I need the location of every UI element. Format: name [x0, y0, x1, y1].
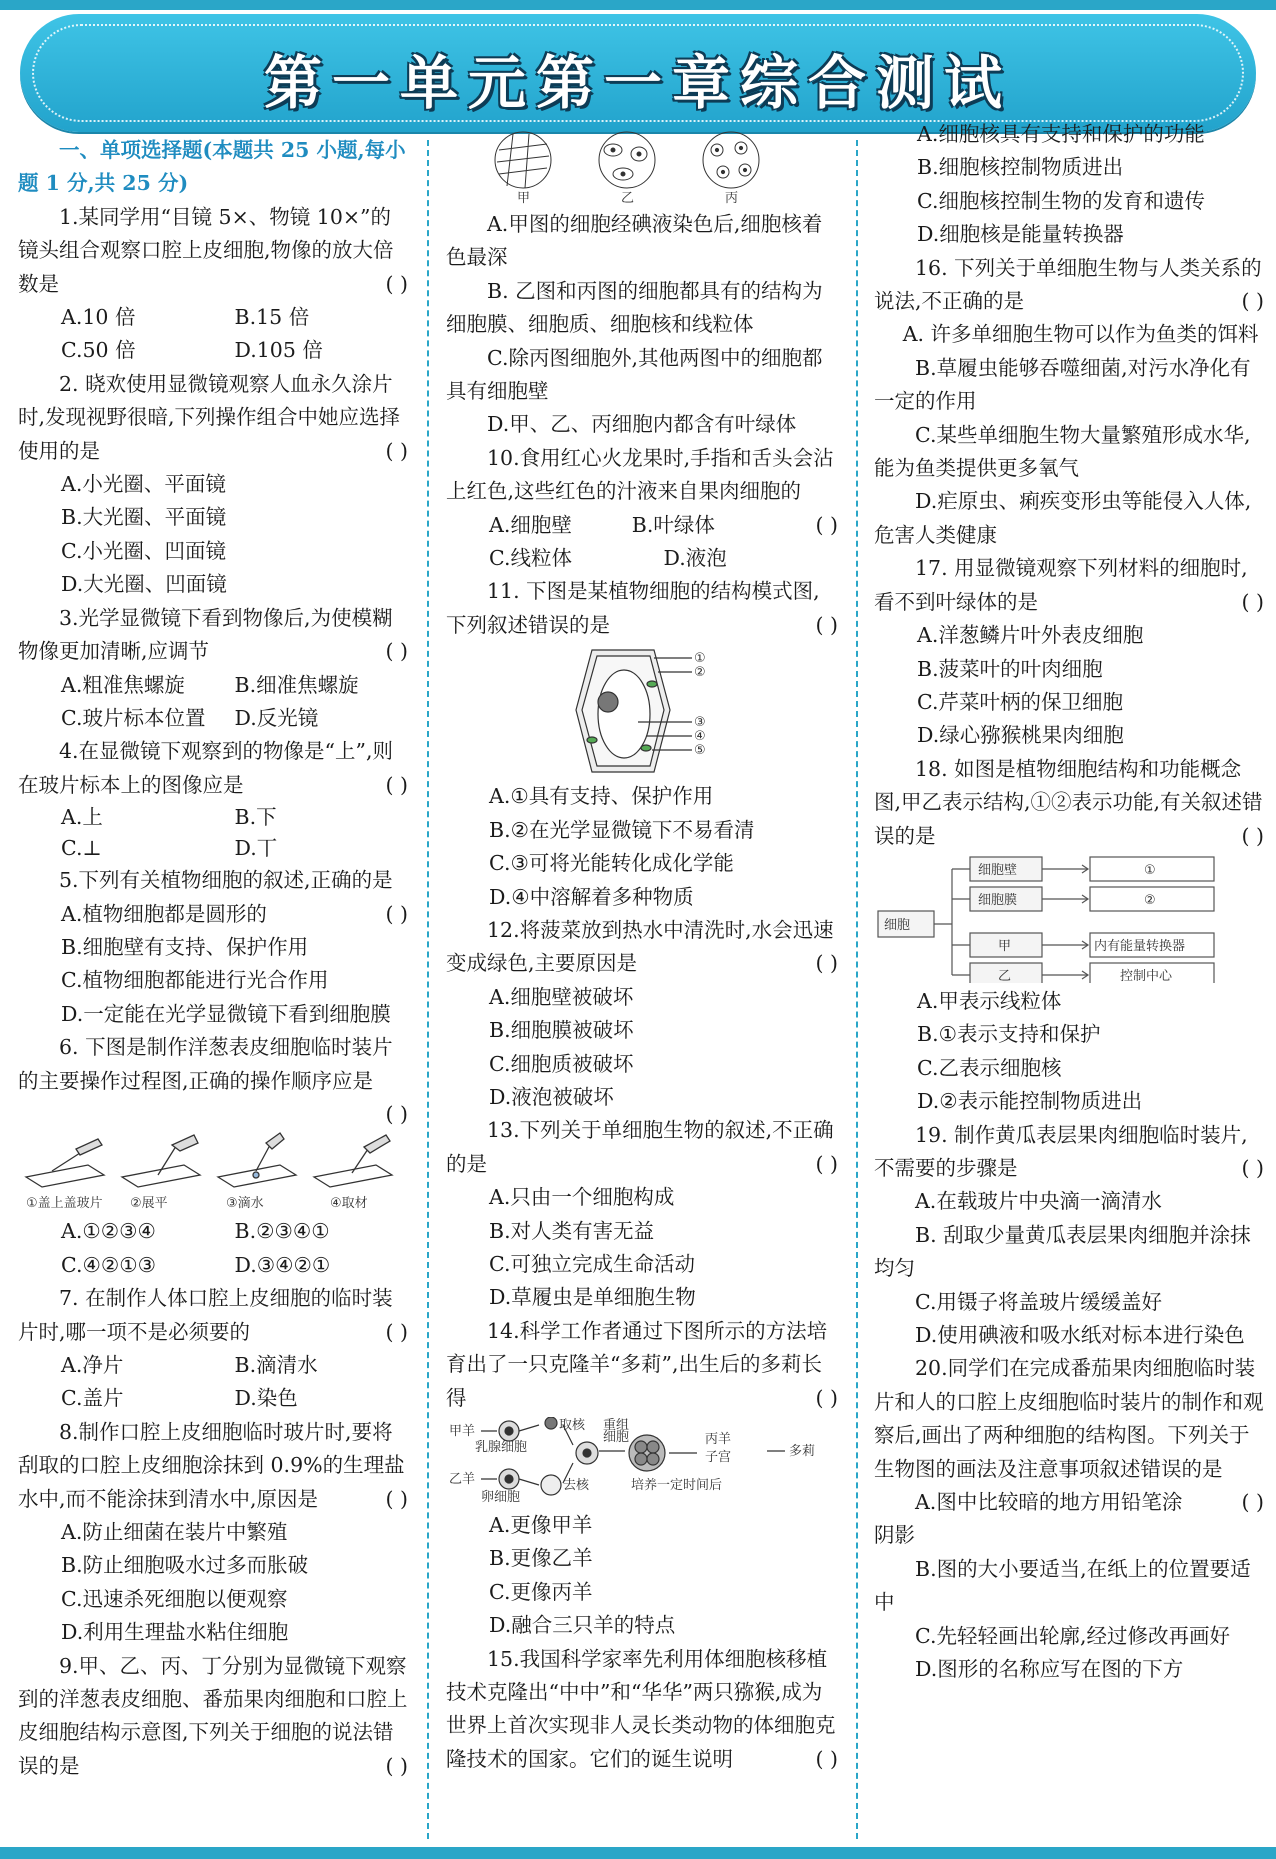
- answer-paren: ( ): [1241, 589, 1264, 614]
- figure-label: ③滴水: [226, 1196, 264, 1212]
- slide-steps-figure: [18, 1131, 408, 1213]
- question-17: [874, 552, 1264, 752]
- figure-label: ②: [694, 665, 706, 681]
- option-c: C.除丙图细胞外,其他两图中的细胞都具有细胞壁: [446, 345, 823, 404]
- question-20: [874, 1352, 1264, 1686]
- option-c: C.芹菜叶柄的保卫细胞: [917, 689, 1124, 714]
- option-b: B.图的大小要适当,在纸上的位置要适中: [874, 1556, 1251, 1615]
- answer-paren: ( ): [815, 512, 838, 537]
- option-d: D.疟原虫、痢疾变形虫等能侵入人体,危害人类健康: [874, 489, 1252, 547]
- cell-concept-map: [874, 855, 1264, 983]
- answer-paren: ( ): [1241, 1155, 1264, 1180]
- option-a: A.小光圈、平面镜: [61, 472, 226, 497]
- option-b: B.对人类有害无益: [489, 1218, 655, 1243]
- concept-map-node: 甲: [998, 938, 1012, 954]
- question-stem: 14.科学工作者通过下图所示的方法培育出了一只克隆羊“多莉”,出生后的多莉长得: [446, 1318, 828, 1410]
- option-b: B.细准焦螺旋: [234, 672, 359, 697]
- concept-map-node: 细胞壁: [978, 862, 1018, 878]
- option-b: B.防止细胞吸水过多而胀破: [61, 1553, 309, 1578]
- figure-label: ①: [694, 651, 706, 667]
- figure-label: ③: [694, 715, 706, 731]
- question-stem: 4.在显微镜下观察到的物像是“上”,则在玻片标本上的图像应是: [18, 739, 394, 797]
- answer-paren: ( ): [385, 639, 408, 664]
- option-b: B.叶绿体: [631, 512, 715, 537]
- option-c: C.先轻轻画出轮廓,经过修改再画好: [915, 1623, 1230, 1648]
- figure-label: 细胞: [603, 1430, 630, 1445]
- question-6: [18, 1031, 408, 1282]
- question-stem: 13.下列关于单细胞生物的叙述,不正确的是: [446, 1118, 834, 1176]
- option-c: C.50 倍: [61, 338, 136, 363]
- question-1: [18, 201, 408, 368]
- option-d: D.使用碘液和吸水纸对标本进行染色: [915, 1323, 1245, 1347]
- option-a: A.在载玻片中央滴一滴清水: [915, 1189, 1162, 1214]
- question-18: [874, 753, 1264, 1119]
- question-9-options: [446, 208, 838, 442]
- option-d: D.一定能在光学显微镜下看到细胞膜: [61, 1001, 391, 1026]
- option-d: D.融合三只羊的特点: [489, 1613, 676, 1638]
- option-a: A.10 倍: [61, 305, 136, 330]
- figure-label: ②展平: [130, 1196, 168, 1212]
- column-divider: [427, 140, 429, 1839]
- option-c: C.细胞质被破坏: [489, 1051, 634, 1076]
- question-5: [18, 864, 408, 1031]
- answer-paren: ( ): [815, 1385, 838, 1410]
- option-c: C.⊥: [61, 836, 102, 861]
- question-stem: 5.下列有关植物细胞的叙述,正确的是: [59, 868, 393, 893]
- figure-label: 去核: [563, 1478, 590, 1493]
- figure-label: 重组: [603, 1418, 630, 1433]
- question-16: [874, 252, 1264, 553]
- option-b: B.②在光学显微镜下不易看清: [489, 817, 755, 842]
- option-b: B.菠菜叶的叶肉细胞: [917, 656, 1103, 681]
- option-d: D.液泡: [663, 546, 727, 571]
- cloning-figure: [447, 1417, 837, 1507]
- figure-label: 子宫: [705, 1450, 732, 1465]
- question-2: [18, 368, 408, 602]
- figure-label: 丙: [725, 191, 739, 206]
- option-a: A.①具有支持、保护作用: [489, 784, 714, 809]
- figure-label: 乙羊: [449, 1472, 476, 1487]
- question-stem: 20.同学们在完成番茄果肉细胞临时装片和人的口腔上皮细胞临时装片的制作和观察后,画出了两种细胞的结构图。下列关于生物图的画法及注意事项叙述错误的是: [874, 1356, 1264, 1481]
- answer-paren: ( ): [1241, 1490, 1264, 1515]
- question-stem: 11. 下图是某植物细胞的结构模式图,下列叙述错误的是: [446, 579, 820, 637]
- option-c: C.某些单细胞生物大量繁殖形成水华,能为鱼类提供更多氧气: [874, 422, 1251, 481]
- answer-paren: ( ): [1241, 823, 1264, 848]
- option-b: B.草履虫能够吞噬细菌,对污水净化有一定的作用: [874, 355, 1251, 414]
- option-d: D.反光镜: [234, 705, 319, 730]
- option-a: A.①②③④: [61, 1219, 156, 1244]
- option-b: B.细胞膜被破坏: [489, 1018, 634, 1043]
- option-c: C.④②①③: [61, 1252, 157, 1277]
- figure-label: ①盖上盖玻片: [26, 1196, 103, 1212]
- question-15: [446, 1643, 838, 1777]
- option-c: C.玻片标本位置: [61, 705, 206, 730]
- option-b: B.细胞壁有支持、保护作用: [61, 934, 309, 959]
- onion-cell-drawing: [495, 132, 551, 188]
- tomato-cell-drawing: [599, 132, 655, 188]
- option-d: D.②表示能控制物质进出: [917, 1089, 1143, 1114]
- option-d: D.丅: [234, 836, 278, 861]
- column-1: [18, 134, 408, 1783]
- concept-map-node: 内有能量转换器: [1094, 938, 1186, 954]
- option-d: D.草履虫是单细胞生物: [489, 1285, 696, 1310]
- question-4: [18, 735, 408, 864]
- answer-paren: ( ): [815, 1151, 838, 1176]
- option-b: B.大光圈、平面镜: [61, 505, 227, 530]
- concept-map-node: 乙: [998, 968, 1012, 983]
- option-a: A.植物细胞都是圆形的: [61, 901, 267, 926]
- answer-paren: ( ): [385, 271, 408, 296]
- concept-map-node: ②: [1144, 892, 1156, 908]
- option-a: A.更像甲羊: [489, 1513, 593, 1537]
- question-9: [18, 1650, 408, 1784]
- question-14: [446, 1315, 838, 1643]
- question-12: [446, 914, 838, 1114]
- plant-cell-drawing: [576, 650, 692, 772]
- option-c: C.用镊子将盖玻片缓缓盖好: [915, 1289, 1162, 1314]
- question-10: [446, 442, 838, 576]
- option-a: A. 许多单细胞生物可以作为鱼类的饵料: [902, 322, 1259, 347]
- answer-paren: ( ): [385, 1486, 408, 1511]
- answer-paren: ( ): [385, 1753, 408, 1778]
- step-spread: [122, 1135, 200, 1187]
- answer-paren: ( ): [815, 1746, 838, 1771]
- question-13: [446, 1114, 838, 1314]
- answer-paren: ( ): [385, 438, 408, 463]
- question-11: [446, 575, 838, 913]
- cells-figure: [477, 130, 807, 206]
- step-take-material: [314, 1135, 392, 1187]
- option-d: D.染色: [234, 1386, 298, 1411]
- column-divider: [856, 140, 858, 1839]
- figure-label: 乳腺细胞: [475, 1440, 528, 1455]
- answer-paren: ( ): [815, 612, 838, 637]
- option-c: C.线粒体: [489, 546, 573, 571]
- option-b: B. 乙图和丙图的细胞都具有的结构为细胞膜、细胞质、细胞核和线粒体: [446, 278, 823, 337]
- section-heading: 一、单项选择题(本题共 25 小题,每小题 1 分,共 25 分): [18, 138, 406, 196]
- option-a: A.粗准焦螺旋: [61, 672, 185, 697]
- option-b: B.细胞核控制物质进出: [917, 155, 1124, 180]
- option-d: D.甲、乙、丙细胞内都含有叶绿体: [487, 412, 797, 437]
- option-b: B.更像乙羊: [489, 1546, 593, 1571]
- top-color-bar: [0, 0, 1276, 10]
- question-stem: 15.我国科学家率先利用体细胞核移植技术克隆出“中中”和“华华”两只猕猴,成为世界上首次实现非人灵长类动物的体细胞克隆技术的国家。它们的诞生说明: [446, 1646, 836, 1771]
- question-stem: 10.食用红心火龙果时,手指和舌头会沾上红色,这些红色的汁液来自果肉细胞的: [446, 445, 834, 504]
- figure-label: 卵细胞: [481, 1490, 521, 1505]
- option-a: A.只由一个细胞构成: [489, 1185, 675, 1210]
- question-stem: 1.某同学用“目镜 5×、物镜 10×”的镜头组合观察口腔上皮细胞,物像的放大倍数是: [18, 204, 394, 296]
- column-3: [874, 118, 1264, 1686]
- answer-paren: ( ): [1241, 289, 1264, 314]
- title-banner: [20, 14, 1256, 132]
- figure-label: 丙羊: [705, 1432, 732, 1447]
- page-title: 第一单元第一章综合测试: [263, 49, 1012, 117]
- question-7: [18, 1282, 408, 1416]
- question-8: [18, 1416, 408, 1650]
- question-stem: 7. 在制作人体口腔上皮细胞的临时装片时,哪一项不是必须要的: [18, 1286, 393, 1344]
- bottom-color-bar: [0, 1847, 1276, 1859]
- answer-paren: ( ): [815, 951, 838, 976]
- figure-label: ④取材: [330, 1196, 368, 1212]
- option-d: D.细胞核是能量转换器: [917, 222, 1124, 247]
- option-c: C.迅速杀死细胞以便观察: [61, 1586, 288, 1611]
- question-stem: 2. 晓欢使用显微镜观察人血永久涂片时,发现视野很暗,下列操作组合中她应选择使用的是: [18, 371, 401, 463]
- option-a: A.图中比较暗的地方用铅笔涂阴影: [874, 1490, 1183, 1548]
- option-c: C.③可将光能转化成化学能: [489, 851, 734, 876]
- question-stem: 19. 制作黄瓜表层果肉细胞临时装片,不需要的步骤是: [874, 1122, 1248, 1180]
- option-b: B.15 倍: [234, 305, 310, 330]
- question-stem: 8.制作口腔上皮细胞临时玻片时,要将刮取的口腔上皮细胞涂抹到 0.9%的生理盐水中,而不能涂抹到清水中,原因是: [18, 1419, 405, 1511]
- concept-map-node: 控制中心: [1120, 968, 1173, 983]
- option-d: D.图形的名称应写在图的下方: [915, 1657, 1184, 1682]
- option-a: A.细胞壁被破坏: [489, 984, 634, 1009]
- plant-cell-figure: [542, 644, 742, 778]
- option-a: A.上: [61, 805, 103, 830]
- option-d: D.利用生理盐水粘住细胞: [61, 1620, 289, 1645]
- option-c: C.乙表示细胞核: [917, 1055, 1062, 1080]
- question-15-options: [874, 118, 1264, 252]
- figure-label: ④: [694, 729, 706, 745]
- column-2: [446, 128, 838, 1776]
- option-a: A.甲图的细胞经碘液染色后,细胞核着色最深: [446, 212, 823, 270]
- option-c: C.盖片: [61, 1386, 124, 1411]
- option-b: B.下: [234, 805, 277, 830]
- option-a: A.甲表示线粒体: [917, 988, 1062, 1013]
- option-b: B.①表示支持和保护: [917, 1022, 1101, 1047]
- option-c: C.可独立完成生命活动: [489, 1251, 696, 1276]
- option-a: A.净片: [61, 1353, 124, 1377]
- answer-paren: ( ): [385, 901, 408, 926]
- question-19: [874, 1119, 1264, 1353]
- figure-label: 培养一定时间后: [631, 1478, 723, 1493]
- option-a: A.细胞核具有支持和保护的功能: [917, 122, 1205, 146]
- answer-paren: ( ): [385, 1101, 408, 1126]
- option-a: A.防止细菌在装片中繁殖: [61, 1520, 288, 1545]
- question-stem: 12.将菠菜放到热水中清洗时,水会迅速变成绿色,主要原因是: [446, 917, 834, 976]
- option-d: D.绿心猕猴桃果肉细胞: [917, 723, 1124, 748]
- option-b: B.滴清水: [234, 1353, 318, 1377]
- option-d: D.④中溶解着多种物质: [489, 884, 694, 909]
- option-b: B. 刮取少量黄瓜表层果肉细胞并涂抹均匀: [874, 1222, 1251, 1281]
- option-c: C.小光圈、凹面镜: [61, 538, 227, 563]
- option-b: B.②③④①: [234, 1219, 330, 1244]
- figure-label: 甲: [517, 191, 531, 206]
- figure-label: 多莉: [789, 1444, 816, 1459]
- option-a: A.洋葱鳞片叶外表皮细胞: [917, 623, 1144, 648]
- question-stem: 16. 下列关于单细胞生物与人类关系的说法,不正确的是: [874, 255, 1262, 314]
- question-3: [18, 602, 408, 736]
- concept-map-node: ①: [1144, 862, 1156, 878]
- answer-paren: ( ): [385, 772, 408, 797]
- option-c: C.植物细胞都能进行光合作用: [61, 968, 329, 993]
- figure-label: 甲羊: [449, 1424, 476, 1439]
- option-d: D.大光圈、凹面镜: [61, 572, 227, 597]
- question-stem: 3.光学显微镜下看到物像后,为使模糊物像更加清晰,应调节: [18, 605, 393, 664]
- option-c: C.细胞核控制生物的发育和遗传: [917, 188, 1206, 213]
- cheek-cell-drawing: [703, 132, 759, 188]
- step-drop-water: [218, 1133, 296, 1187]
- option-a: A.细胞壁: [489, 512, 572, 537]
- figure-label: ⑤: [694, 743, 706, 759]
- step-cover-slip: [26, 1139, 104, 1187]
- concept-map-root: 细胞: [884, 917, 911, 933]
- option-d: D.105 倍: [234, 338, 323, 363]
- figure-label: 取核: [559, 1418, 586, 1433]
- option-c: C.更像丙羊: [489, 1579, 593, 1604]
- question-stem: 9.甲、乙、丙、丁分别为显微镜下观察到的洋葱表皮细胞、番茄果肉细胞和口腔上皮细胞结构示意图,下列关于细胞的说法错误的是: [18, 1653, 408, 1778]
- question-stem: 18. 如图是植物细胞结构和功能概念图,甲乙表示结构,①②表示功能,有关叙述错误的是: [874, 756, 1263, 848]
- option-d: D.③④②①: [234, 1252, 331, 1277]
- option-d: D.液泡被破坏: [489, 1084, 614, 1109]
- figure-label: 乙: [621, 191, 635, 206]
- question-stem: 17. 用显微镜观察下列材料的细胞时,看不到叶绿体的是: [874, 556, 1248, 614]
- concept-map-lines: [878, 857, 1214, 983]
- question-stem: 6. 下图是制作洋葱表皮细胞临时装片的主要操作过程图,正确的操作顺序应是: [18, 1035, 393, 1093]
- concept-map-node: 细胞膜: [978, 892, 1018, 908]
- answer-paren: ( ): [385, 1319, 408, 1344]
